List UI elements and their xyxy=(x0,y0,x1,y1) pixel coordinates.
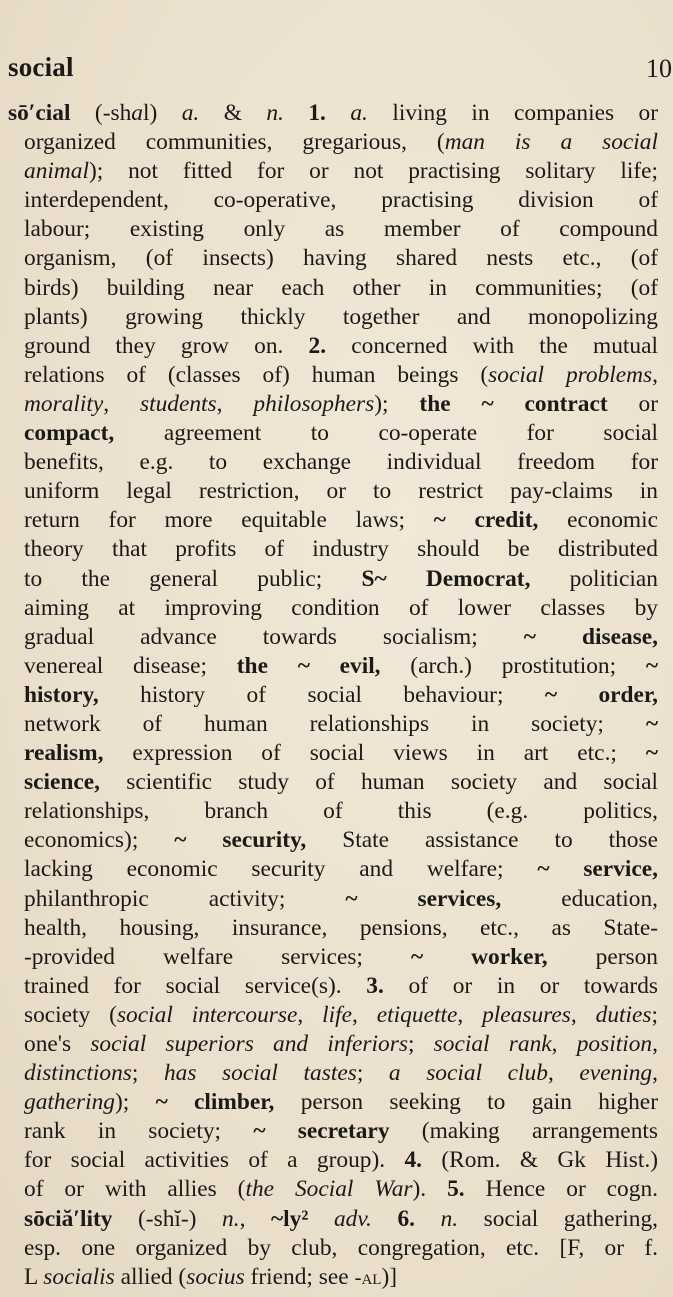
entry-text-segment: a social club xyxy=(388,1060,548,1087)
entry-line xyxy=(8,623,658,652)
entry-text-segment: allied ( xyxy=(114,1263,187,1290)
entry-line xyxy=(8,739,658,768)
entry-text-segment: ~ worker, xyxy=(410,943,548,970)
entry-text-segment: , xyxy=(457,1001,483,1028)
entry-text-segment: social rank xyxy=(433,1031,552,1057)
entry-line xyxy=(8,768,658,797)
entry-text-segment: of or with allies ( xyxy=(24,1176,246,1203)
entry-text-segment: health, housing, insurance, pensions, etc., as State- xyxy=(24,914,658,941)
entry-text-segment: ); not fitted for or not practising solitary life; xyxy=(88,158,658,185)
entry-line xyxy=(8,186,658,215)
entry-text-segment: benefits, e.g. to exchange individual freedom for xyxy=(24,449,658,476)
entry-text-segment: 2. xyxy=(308,332,327,359)
entry-text-segment: society ( xyxy=(24,1001,117,1028)
entry-text-segment: students xyxy=(139,390,217,417)
entry-line xyxy=(8,274,658,303)
entry-text-segment: ~ climber, xyxy=(155,1089,275,1116)
entry-text-segment: living in companies or xyxy=(367,100,658,126)
entry-text-segment: sō′cial xyxy=(8,100,71,126)
entry-line xyxy=(8,565,658,594)
entry-text-segment: network of human relationships in society; xyxy=(24,710,646,737)
entry-text-segment: )] xyxy=(381,1263,398,1290)
entry-line xyxy=(8,826,658,855)
entry-text-segment: education, xyxy=(501,885,658,912)
entry-text-segment: rank in society; xyxy=(24,1118,254,1145)
entry-text-segment: ~ service, xyxy=(537,856,658,883)
entry-line xyxy=(8,1234,658,1263)
entry-text-segment: animal xyxy=(24,158,89,185)
entry-text-segment: realism, xyxy=(24,740,104,767)
entry-text-segment: organism, (of insects) having shared nests etc., (of xyxy=(24,245,658,272)
entry-text-segment: ). xyxy=(412,1176,448,1203)
entry-text-segment: ~ly² xyxy=(271,1205,309,1232)
entry-text-segment: 3. xyxy=(366,972,384,999)
entry-text-segment: , xyxy=(570,1001,596,1028)
entry-text-segment xyxy=(308,1206,334,1232)
entry-text-segment: the ~ contract xyxy=(419,390,608,417)
entry-line xyxy=(8,1117,658,1146)
entry-text-segment: 1. xyxy=(308,100,326,126)
entry-text-segment: man is a social xyxy=(444,129,658,156)
entry-text-segment: ~ xyxy=(645,740,658,767)
entry-text-segment: expression of social views in art etc.; xyxy=(103,740,646,767)
entry-text-segment: social gathering, xyxy=(458,1205,658,1232)
entry-text-segment: ; xyxy=(407,1031,434,1057)
entry-text-segment: ~ security, xyxy=(174,827,307,854)
entry-text-segment: one's xyxy=(24,1031,91,1057)
entry-text-segment xyxy=(326,100,350,126)
entry-line xyxy=(8,1205,658,1234)
entry-text-segment: a. xyxy=(181,100,200,126)
entry-line xyxy=(8,535,658,564)
entry-text-segment: , xyxy=(652,1031,658,1057)
entry-text-segment: etiquette xyxy=(376,1001,458,1028)
entry-text-segment: position xyxy=(576,1031,653,1057)
dictionary-entry-social xyxy=(8,99,658,1292)
entry-text-segment: State assistance to those xyxy=(306,827,658,854)
entry-text-segment: , xyxy=(352,1001,377,1028)
entry-text-segment: scientific study of human society and social xyxy=(100,769,658,796)
entry-text-segment: compact, xyxy=(24,420,115,447)
entry-text-segment: philanthropic activity; xyxy=(24,885,346,912)
entry-text-segment xyxy=(415,1206,441,1232)
entry-text-segment: social superiors and inferiors xyxy=(90,1031,408,1057)
entry-text-segment: trained for social service(s). xyxy=(24,972,367,999)
entry-text-segment: or xyxy=(607,390,658,417)
entry-text-segment: , xyxy=(103,390,140,417)
entry-line xyxy=(8,943,658,972)
entry-text-segment: n. xyxy=(266,100,284,126)
entry-text-segment: interdependent, co-operative, practising division of xyxy=(24,187,658,214)
entry-line xyxy=(8,477,658,506)
entry-text-segment: of or in or towards xyxy=(383,972,658,999)
entry-text-segment: uniform legal restriction, or to restrict pay-claims in xyxy=(24,478,658,505)
entry-line xyxy=(8,972,658,1001)
entry-text-segment: history of social behaviour; xyxy=(98,681,545,708)
entry-text-segment: -provided welfare services; xyxy=(24,943,411,970)
entry-text-segment: ~ disease, xyxy=(523,623,658,650)
entry-line xyxy=(8,1030,658,1059)
entry-text-segment: concerned with the mutual xyxy=(326,332,658,359)
entry-line xyxy=(8,594,658,623)
entry-line xyxy=(8,855,658,884)
entry-text-segment: ; xyxy=(131,1060,164,1087)
entry-text-segment: -al xyxy=(354,1264,382,1289)
entry-text-segment: relationships, branch of this (e.g. politics, xyxy=(24,798,658,825)
entry-text-segment: the ~ evil, xyxy=(236,652,381,679)
entry-text-segment: life xyxy=(322,1001,353,1028)
entry-text-segment: venereal disease; xyxy=(24,652,237,679)
entry-line xyxy=(8,99,658,128)
entry-text-segment: gathering xyxy=(24,1089,115,1116)
entry-line xyxy=(8,652,658,681)
entry-line xyxy=(8,1146,658,1175)
entry-text-segment: (making arrangements xyxy=(389,1118,658,1145)
entry-text-segment: aiming at improving condition of lower classes by xyxy=(24,594,658,621)
entry-text-segment: ~ services, xyxy=(345,885,502,912)
entry-text-segment: labour; existing only as member of compound xyxy=(24,216,658,243)
entry-line xyxy=(8,797,658,826)
entry-line xyxy=(8,157,658,186)
entry-text-segment: for social activities of a group). xyxy=(24,1147,405,1174)
entry-text-segment: n. xyxy=(440,1205,459,1232)
entry-line xyxy=(8,1001,658,1030)
entry-text-segment: duties xyxy=(595,1001,652,1028)
entry-text-segment: ~ xyxy=(645,652,658,679)
entry-text-segment: , xyxy=(239,1205,272,1232)
entry-text-segment xyxy=(372,1206,398,1232)
entry-text-segment: theory that profits of industry should be distributed xyxy=(24,536,658,563)
entry-line xyxy=(8,390,658,419)
entry-text-segment: a xyxy=(131,100,143,126)
entry-text-segment: social intercourse xyxy=(116,1001,298,1028)
entry-text-segment: (arch.) prostitution; xyxy=(380,652,646,679)
entry-text-segment: lacking economic security and welfare; xyxy=(24,856,538,883)
entry-text-segment: history, xyxy=(24,681,99,708)
entry-text-segment: (-shĭ-) xyxy=(112,1205,223,1232)
entry-text-segment: esp. one organized by club, congregation, etc. [F, or f. xyxy=(24,1234,658,1261)
entry-text-segment: organized communities, gregarious, ( xyxy=(24,129,445,156)
entry-line xyxy=(8,885,658,914)
entry-text-segment: birds) building near each other in communities; (of xyxy=(24,274,658,301)
entry-text-segment: politician xyxy=(530,565,658,592)
entry-line xyxy=(8,332,658,361)
entry-text-segment: (-sh xyxy=(70,100,132,126)
entry-text-segment: relations of (classes of) human beings ( xyxy=(24,361,489,388)
entry-text-segment: gradual advance towards socialism; xyxy=(24,623,524,650)
entry-text-segment: return for more equitable laws; xyxy=(24,507,434,534)
entry-text-segment: agreement to co-operate for social xyxy=(114,420,658,447)
entry-text-segment: 5. xyxy=(447,1176,465,1203)
entry-line xyxy=(8,128,658,157)
entry-text-segment: plants) growing thickly together and monopolizing xyxy=(24,303,658,330)
entry-text-segment: friend; see xyxy=(244,1263,355,1290)
entry-text-segment: , xyxy=(551,1031,577,1057)
entry-text-segment: evening xyxy=(579,1060,653,1087)
entry-text-segment: S~ Democrat, xyxy=(361,565,531,592)
entry-text-segment: a. xyxy=(350,100,368,126)
entry-line xyxy=(8,419,658,448)
entry-text-segment: 6. xyxy=(397,1205,415,1232)
entry-text-segment: ground they grow on. xyxy=(24,332,309,359)
entry-line xyxy=(8,215,658,244)
entry-text-segment: social problems, xyxy=(488,361,658,388)
entry-text-segment: n. xyxy=(222,1205,240,1232)
entry-text-segment: Hence or cogn. xyxy=(464,1176,658,1203)
entry-text-segment: ; xyxy=(356,1060,389,1087)
entry-text-segment: ; xyxy=(651,1001,658,1028)
entry-line xyxy=(8,1088,658,1117)
entry-text-segment: , xyxy=(297,1001,323,1028)
entry-text-segment: distinctions xyxy=(24,1060,132,1087)
entry-text-segment: 4. xyxy=(404,1147,423,1174)
entry-line xyxy=(8,710,658,739)
entry-text-segment: adv. xyxy=(333,1205,372,1232)
entry-line xyxy=(8,1263,658,1292)
entry-text-segment: (Rom. & Gk Hist.) xyxy=(422,1147,658,1174)
entry-line xyxy=(8,244,658,273)
entry-text-segment: ~ order, xyxy=(544,681,658,708)
entry-text-segment: L xyxy=(24,1263,44,1290)
entry-line xyxy=(8,361,658,390)
entry-line xyxy=(8,914,658,943)
entry-text-segment: philosophers xyxy=(253,390,375,417)
entry-line xyxy=(8,681,658,710)
entry-text-segment: & xyxy=(199,100,267,126)
entry-text-segment: ~ secretary xyxy=(253,1118,390,1145)
entry-text-segment: ~ xyxy=(645,710,658,737)
entry-text-segment: , xyxy=(547,1060,580,1087)
entry-text-segment: to the general public; xyxy=(24,565,362,592)
entry-text-segment: ); xyxy=(374,390,420,417)
entry-text-segment: science, xyxy=(24,769,100,796)
running-head-word: social xyxy=(8,52,74,82)
entry-text-segment: person xyxy=(547,943,658,970)
entry-text-segment: socius xyxy=(186,1263,245,1290)
entry-text-segment: pleasures xyxy=(482,1001,571,1028)
entry-text-segment: sōciă′lity xyxy=(24,1205,113,1232)
entry-line xyxy=(8,303,658,332)
entry-text-segment: morality xyxy=(24,390,104,417)
entry-text-segment: , xyxy=(216,390,254,417)
entry-text-segment: , xyxy=(652,1060,658,1087)
entry-text-segment: person seeking to gain higher xyxy=(274,1089,658,1116)
entry-text-segment: ); xyxy=(114,1089,156,1116)
entry-line xyxy=(8,1059,658,1088)
entry-text-segment: l) xyxy=(142,100,182,126)
page-number: 10 xyxy=(646,54,672,83)
entry-text-segment: has social tastes xyxy=(163,1060,357,1087)
entry-text-segment xyxy=(284,100,308,126)
entry-text-segment: socialis xyxy=(43,1263,115,1290)
entry-line xyxy=(8,506,658,535)
entry-line xyxy=(8,1175,658,1204)
entry-text-segment: economics); xyxy=(24,827,175,854)
entry-text-segment: economic xyxy=(538,507,658,534)
entry-text-segment: ~ credit, xyxy=(433,507,539,534)
entry-line xyxy=(8,448,658,477)
entry-text-segment: the Social War xyxy=(245,1176,413,1203)
